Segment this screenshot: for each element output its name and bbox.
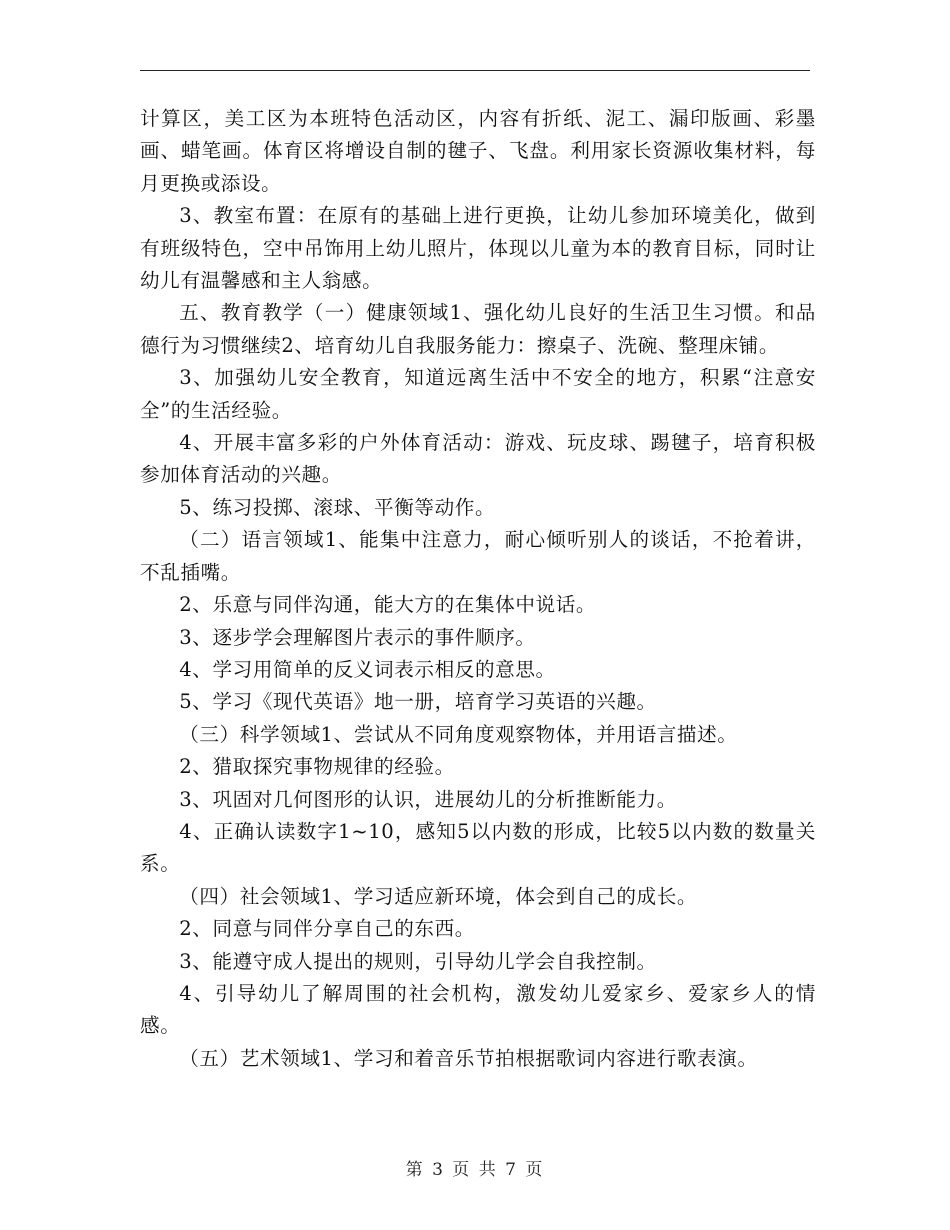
paragraph-5: 4、开展丰富多彩的户外体育活动：游戏、玩皮球、踢毽子，培育积极参加体育活动的兴趣。	[140, 431, 816, 487]
paragraph-16: （四）社会领域1、学习适应新环境，体会到自己的成长。	[179, 884, 698, 908]
paragraph-15: 4、正确认读数字1~10，感知5以内数的形成，比较5以内数的数量关系。	[140, 819, 816, 876]
paragraph-12: （三）科学领域1、尝试从不同角度观察物体，并用语言描述。	[179, 722, 738, 746]
document-body	[140, 103, 816, 1075]
paragraph-18: 3、能遵守成人提出的规则，引导幼儿学会自我控制。	[179, 949, 657, 973]
paragraph-6: 5、练习投掷、滚球、平衡等动作。	[179, 495, 496, 519]
page-footer: 第 3 页 共 7 页	[405, 1160, 545, 1180]
paragraph-3: 五、教育教学（一）健康领域1、强化幼儿良好的生活卫生习惯。和品德行为习惯继续2、培育幼儿自我服务能力：擦桌子、洗碗、整理床铺。	[140, 301, 816, 357]
paragraph-20: （五）艺术领域1、学习和着音乐节拍根据歌词内容进行歌表演。	[179, 1046, 758, 1070]
paragraph-19: 4、引导幼儿了解周围的社会机构，激发幼儿爱家乡、爱家乡人的情感。	[140, 981, 816, 1038]
header-rule	[140, 70, 810, 71]
paragraph-11: 5、学习《现代英语》地一册，培育学习英语的兴趣。	[179, 690, 657, 714]
paragraph-8: 2、乐意与同伴沟通，能大方的在集体中说话。	[179, 593, 597, 617]
paragraph-10: 4、学习用简单的反义词表示相反的意思。	[179, 657, 556, 681]
paragraph-17: 2、同意与同伴分享自己的东西。	[179, 917, 475, 941]
paragraph-2: 3、教室布置：在原有的基础上进行更换，让幼儿参加环境美化，做到有班级特色，空中吊饰用上幼儿照片，体现以儿童为本的教育目标，同时让幼儿有温馨感和主人翁感。	[140, 204, 816, 293]
paragraph-9: 3、逐步学会理解图片表示的事件顺序。	[179, 625, 536, 649]
paragraph-1: 计算区，美工区为本班特色活动区，内容有折纸、泥工、漏印版画、彩墨画、蜡笔画。体育区将增设自制的毽子、飞盘。利用家长资源收集材料，每月更换或添设。	[140, 107, 816, 195]
paragraph-14: 3、巩固对几何图形的认识，进展幼儿的分析推断能力。	[179, 787, 677, 811]
paragraph-13: 2、猎取探究事物规律的经验。	[179, 755, 455, 779]
paragraph-4: 3、加强幼儿安全教育，知道远离生活中不安全的地方，积累“注意安全”的生活经验。	[140, 366, 816, 422]
paragraph-7: （二）语言领域1、能集中注意力，耐心倾听别人的谈话，不抢着讲，不乱插嘴。	[140, 528, 816, 584]
